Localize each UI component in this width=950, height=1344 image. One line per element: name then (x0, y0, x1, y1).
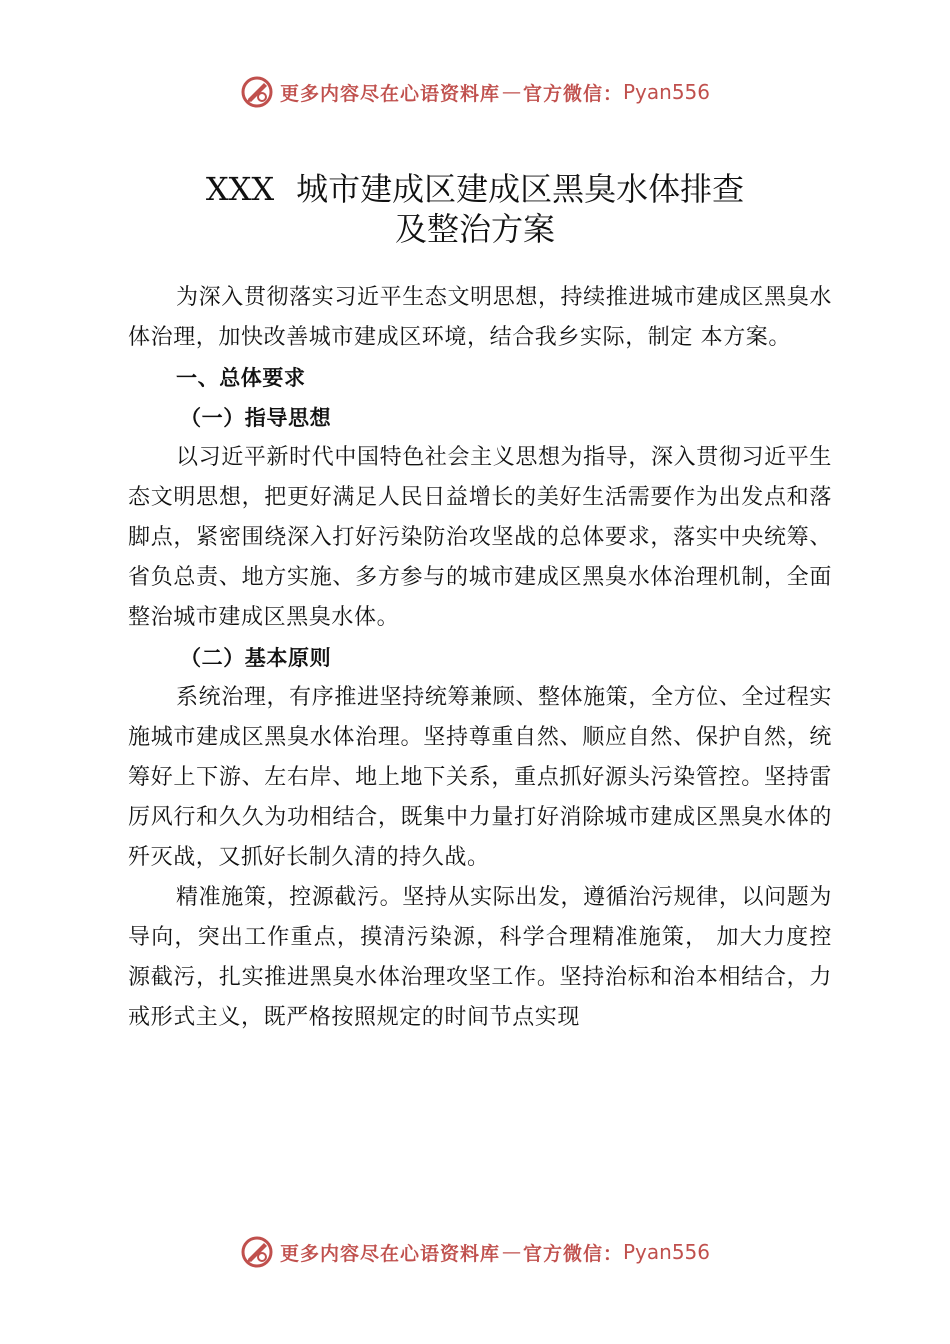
subsection-heading-guiding-thought: （一）指导思想 (180, 406, 332, 430)
watermark-footer (0, 1232, 950, 1272)
title-prefix: XXX (205, 170, 275, 208)
watermark-text: 更多内容尽在心语资料库 (279, 82, 500, 105)
title-text-line1: 城市建成区建成区黑臭水体排查 (296, 170, 745, 208)
pen-logo-icon (240, 75, 274, 109)
watermark-label: 官方微信： (522, 1242, 623, 1265)
watermark-label: 官方微信： (522, 82, 623, 105)
watermark-header (0, 72, 950, 112)
watermark-id: Pyan556 (623, 1240, 711, 1264)
document-title-line2: 及整治方案 (394, 210, 555, 248)
watermark-text: 更多内容尽在心语资料库 (279, 1242, 500, 1265)
intro-paragraph: 为深入贯彻落实习近平生态文明思想，持续推进城市建成区黑臭水体治理，加快改善城市建成区环境，结合我乡实际，制定 本方案。 (128, 285, 832, 350)
section-heading: 一、总体要求 (176, 366, 306, 390)
subsection-heading-basic-principles: （二）基本原则 (180, 646, 332, 670)
document-title-line1 (0, 168, 950, 210)
document-body (128, 278, 832, 1038)
principle-paragraph-1: 系统治理，有序推进坚持统筹兼顾、整体施策，全方位、全过程实施城市建成区黑臭水体治理。坚持尊重自然、顺应自然、保护自然，统筹好上下游、左右岸、地上地下关系，重点抓好源头污染管控。坚持雷厉风行和久久为功相结合，既集中力量打好消除城市建成区黑臭水体的歼灭战，又抓好长制久清的持久战。 (128, 685, 832, 870)
guiding-thought-paragraph: 以习近平新时代中国特色社会主义思想为指导，深入贯彻习近平生态文明思想，把更好满足人民日益增长的美好生活需要作为出发点和落脚点，紧密围绕深入打好污染防治攻坚战的总体要求，落实中央统筹、省负总责、地方实施、多方参与的城市建成区黑臭水体治理机制，全面整治城市建成区黑臭水体。 (128, 445, 832, 630)
pen-logo-icon (240, 1235, 274, 1269)
watermark-id: Pyan556 (623, 80, 711, 104)
watermark-separator: — (501, 81, 521, 103)
principle-paragraph-2: 精准施策，控源截污。坚持从实际出发，遵循治污规律，以问题为导向，突出工作重点，摸清污染源，科学合理精准施策， 加大力度控源截污，扎实推进黑臭水体治理攻坚工作。坚持治标和治本相结合，力戒形式主义，既严格按照规定的时间节点实现 (128, 885, 832, 1030)
watermark-separator: — (501, 1241, 521, 1263)
